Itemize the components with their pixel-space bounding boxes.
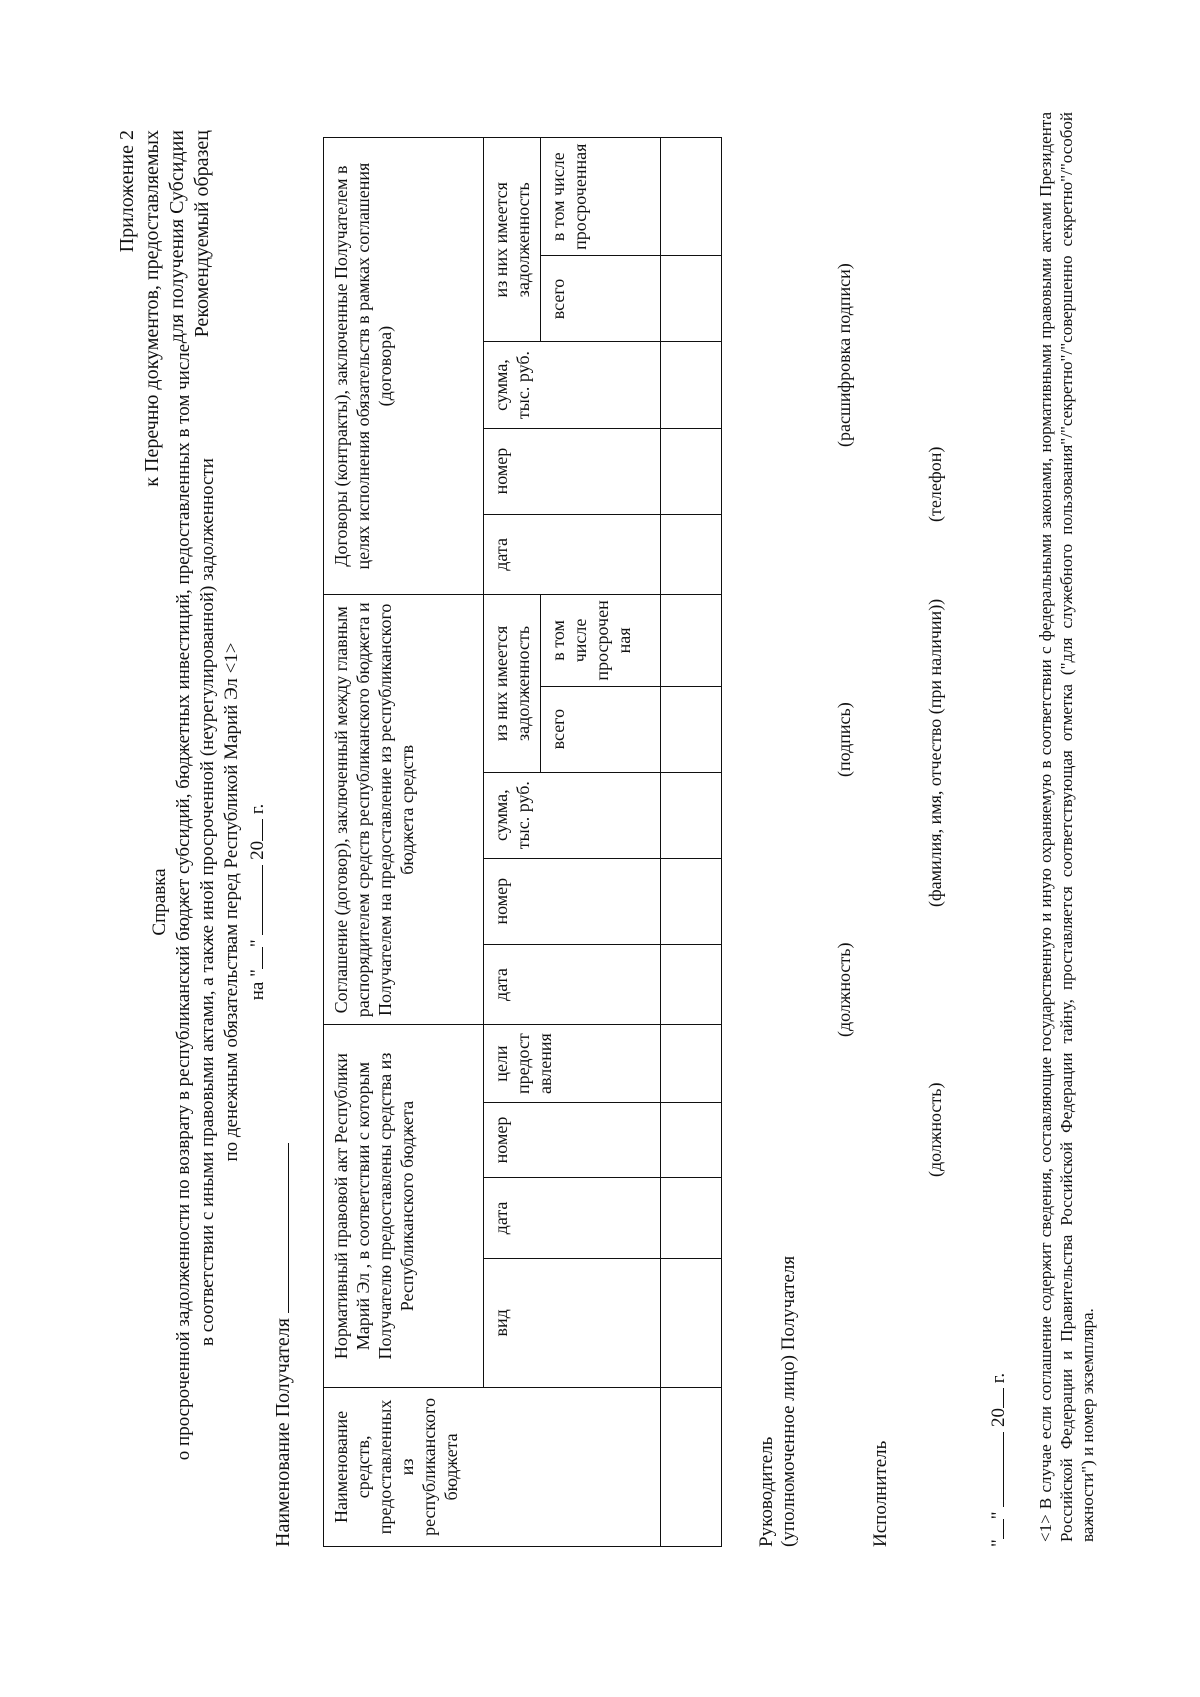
sig-month-blank: [985, 1432, 1004, 1507]
head-signature-caption: (подпись): [834, 702, 854, 777]
contracts-number-header: номер: [484, 428, 661, 514]
appendix-number: Приложение 2: [116, 130, 138, 253]
title-line-4: по денежным обязательствам перед Республикой Марий Эл <1>: [221, 642, 242, 1162]
title-line-3: в соответствии с иными правовыми актами, а также иной просроченной (неурегулированной) задолженности: [197, 458, 218, 1346]
table-cell: [661, 428, 722, 514]
table-cell: [661, 1102, 722, 1177]
table-cell: [661, 256, 722, 342]
executor-label: Исполнитель: [870, 1440, 891, 1547]
contracts-debt-header: из них имеется задолженность: [484, 138, 541, 343]
act-purpose-header: цели предоставления: [484, 1025, 661, 1102]
col-contracts: Договоры (контракты), заключенные Получателем в целях исполнения обязательств в рамках соглашения (договора): [324, 138, 484, 595]
sig-day-blank: [985, 1519, 1004, 1539]
recipient-name-blank: [270, 1143, 289, 1313]
head-position-caption: (должность): [834, 942, 854, 1037]
table-cell: [661, 858, 722, 944]
col-funds-name: Наименование средств, предоставленных из республиканского бюджета: [324, 1387, 661, 1546]
agreement-debt-overdue-header: в том числе просроченная: [541, 595, 661, 686]
debt-table: [323, 137, 722, 1547]
act-number-header: номер: [484, 1102, 661, 1177]
col-agreement: Соглашение (договор), заключенный между главным распорядителем средств республиканского бюджета и Получателем на предоставление из республиканского бюджета средств: [324, 595, 484, 1025]
title-line-2: о просроченной задолженности по возврату в республиканский бюджет субсидий, бюджетных инвестиций, предоставленных в том числе: [173, 343, 194, 1461]
table-cell: [661, 342, 722, 428]
head-title: Руководитель: [756, 1436, 777, 1547]
recipient-label: Наименование Получателя: [272, 1318, 294, 1547]
appendix-reference-cont: для получения Субсидии: [166, 130, 188, 344]
act-type-header: вид: [484, 1258, 661, 1387]
appendix-reference: к Перечню документов, предоставляемых: [141, 130, 163, 487]
table-cell: [661, 1178, 722, 1259]
table-cell: [661, 1387, 722, 1546]
table-cell: [661, 514, 722, 595]
agreement-debt-total-header: всего: [541, 686, 661, 772]
footnote: <1> В случае если соглашение содержит сведения, составляющие государственную и иную охраняемую в соответствии с федеральными законами, нормативными правовыми актами Президента Российской Федерации и Правительства Российской Федерации тайну, проставляется соответствующая отметка ("для служебного пользования"/"секретно"/"совершенно секретно"/"особой важности") и номер экземпляра.: [1036, 112, 1097, 1542]
table-cell: [661, 595, 722, 686]
contracts-date-header: дата: [484, 514, 661, 595]
title-date: на "" 20 г.: [244, 227, 270, 1577]
col-legal-act: Нормативный правовой акт Республики Марий Эл , в соответствии с которым Получателю предоставлены средства из Республиканского бюджета: [324, 1025, 484, 1387]
table-cell: [661, 686, 722, 772]
contracts-debt-total-header: всего: [541, 256, 661, 342]
contracts-debt-overdue-header: в том числе просроченная: [541, 138, 661, 256]
table-cell: [661, 1025, 722, 1102]
agreement-number-header: номер: [484, 858, 661, 944]
head-signature-label: [756, 1256, 800, 1547]
signature-date: "" 20 г.: [985, 1373, 1010, 1547]
agreement-date-header: дата: [484, 944, 661, 1025]
month-blank: [244, 865, 263, 935]
table-cell: [661, 138, 722, 256]
document-title: [148, 227, 270, 1577]
executor-position-caption: (должность): [925, 1082, 945, 1177]
head-title-cont: (уполномоченное лицо) Получателя: [778, 1255, 799, 1547]
agreement-sum-header: сумма, тыс. руб.: [484, 772, 661, 858]
head-signature-decode-caption: (расшифровка подписи): [834, 263, 854, 447]
title-heading: Справка: [149, 868, 170, 936]
executor-fio-caption: (фамилия, имя, отчество (при наличии)): [925, 598, 945, 907]
day-blank: [244, 947, 263, 969]
agreement-debt-header: из них имеется задолженность: [484, 595, 541, 772]
table-cell: [661, 944, 722, 1025]
table-cell: [661, 1258, 722, 1387]
sample-note: Рекомендуемый образец: [191, 130, 213, 338]
executor-phone-caption: (телефон): [925, 446, 945, 522]
year-blank: [244, 819, 263, 841]
table-row: [661, 138, 722, 1547]
act-date-header: дата: [484, 1178, 661, 1259]
recipient-name-row: [270, 1143, 295, 1547]
contracts-sum-header: сумма, тыс. руб.: [484, 342, 661, 428]
table-cell: [661, 772, 722, 858]
sig-year-blank: [985, 1388, 1004, 1408]
